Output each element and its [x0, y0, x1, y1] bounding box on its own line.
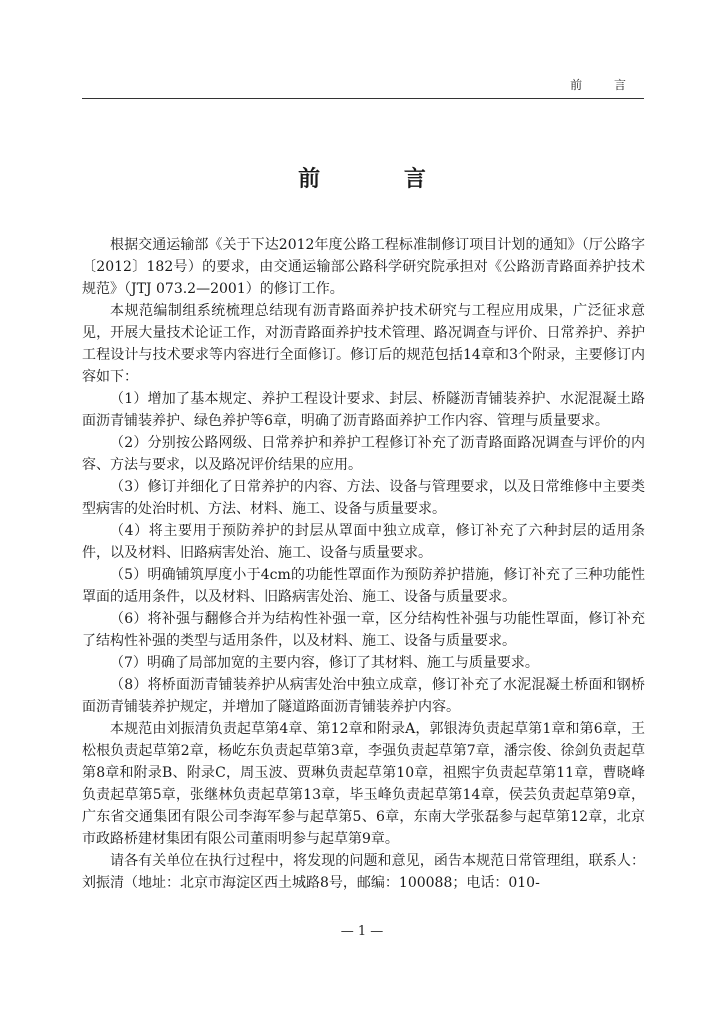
- paragraph: （6）将补强与翻修合并为结构性补强一章，区分结构性补强与功能性罩面，修订补充了结构性补强的类型与适用条件，以及材料、施工、设备与质量要求。: [82, 611, 645, 649]
- paragraph: （1）增加了基本规定、养护工程设计要求、封层、桥隧沥青铺装养护、水泥混凝土路面沥青铺装养护、绿色养护等6章，明确了沥青路面养护工作内容、管理与质量要求。: [82, 391, 645, 429]
- page-number: — 1 —: [340, 924, 384, 939]
- header-rule: [82, 98, 644, 99]
- paragraph: （4）将主要用于预防养护的封层从罩面中独立成章，修订补充了六种封层的适用条件，以及材料、旧路病害处治、施工、设备与质量要求。: [82, 523, 645, 561]
- paragraph: 请各有关单位在执行过程中，将发现的问题和意见，函告本规范日常管理组，联系人：刘振清（地址：北京市海淀区西土城路8号，邮编：100088；电话：010-: [82, 853, 645, 891]
- paragraph: 本规范由刘振清负责起草第4章、第12章和附录A，郭银涛负责起草第1章和第6章，王松根负责起草第2章，杨屹东负责起草第3章，李强负责起草第7章，潘宗俊、徐剑负责起草第8章和附录B、附录C，周玉波、贾琳负责起草第10章，祖熙宇负责起草第11章，曹晓峰负责起草第5章，张继林负责起草第13章，毕玉峰负责起草第14章，侯芸负责起草第9章，广东省交通集团有限公司李海军参与起草第5、6章，东南大学张磊参与起草第12章，北京市政路桥建材集团有限公司董雨明参与起草第9章。: [82, 721, 645, 847]
- paragraph: （2）分别按公路网级、日常养护和养护工程修订补充了沥青路面路况调查与评价的内容、方法与要求，以及路况评价结果的应用。: [82, 435, 645, 473]
- paragraph: （5）明确铺筑厚度小于4cm的功能性罩面作为预防养护措施，修订补充了三种功能性罩面的适用条件，以及材料、旧路病害处治、施工、设备与质量要求。: [82, 567, 645, 605]
- paragraph: （8）将桥面沥青铺装养护从病害处治中独立成章，修订补充了水泥混凝土桥面和钢桥面沥青铺装养护规定，并增加了隧道路面沥青铺装养护内容。: [82, 677, 645, 715]
- paragraph: （3）修订并细化了日常养护的内容、方法、设备与管理要求，以及日常维修中主要类型病害的处治时机、方法、材料、施工、设备与质量要求。: [82, 479, 645, 517]
- body-text: [82, 234, 645, 894]
- paragraph: （7）明确了局部加宽的主要内容，修订了其材料、施工与质量要求。: [110, 655, 539, 671]
- running-header: 前 言: [570, 78, 640, 92]
- page-title: 前 言: [298, 167, 464, 192]
- paragraph: 根据交通运输部《关于下达2012年度公路工程标准制修订项目计划的通知》（厅公路字〔2012〕182号）的要求，由交通运输部公路科学研究院承担对《公路沥青路面养护技术规范》（JTJ 073.2—2001）的修订工作。: [82, 237, 645, 297]
- paragraph: 本规范编制组系统梳理总结现有沥青路面养护技术研究与工程应用成果，广泛征求意见，开展大量技术论证工作，对沥青路面养护技术管理、路况调查与评价、日常养护、养护工程设计与技术要求等内容进行全面修订。修订后的规范包括14章和3个附录，主要修订内容如下：: [82, 303, 645, 385]
